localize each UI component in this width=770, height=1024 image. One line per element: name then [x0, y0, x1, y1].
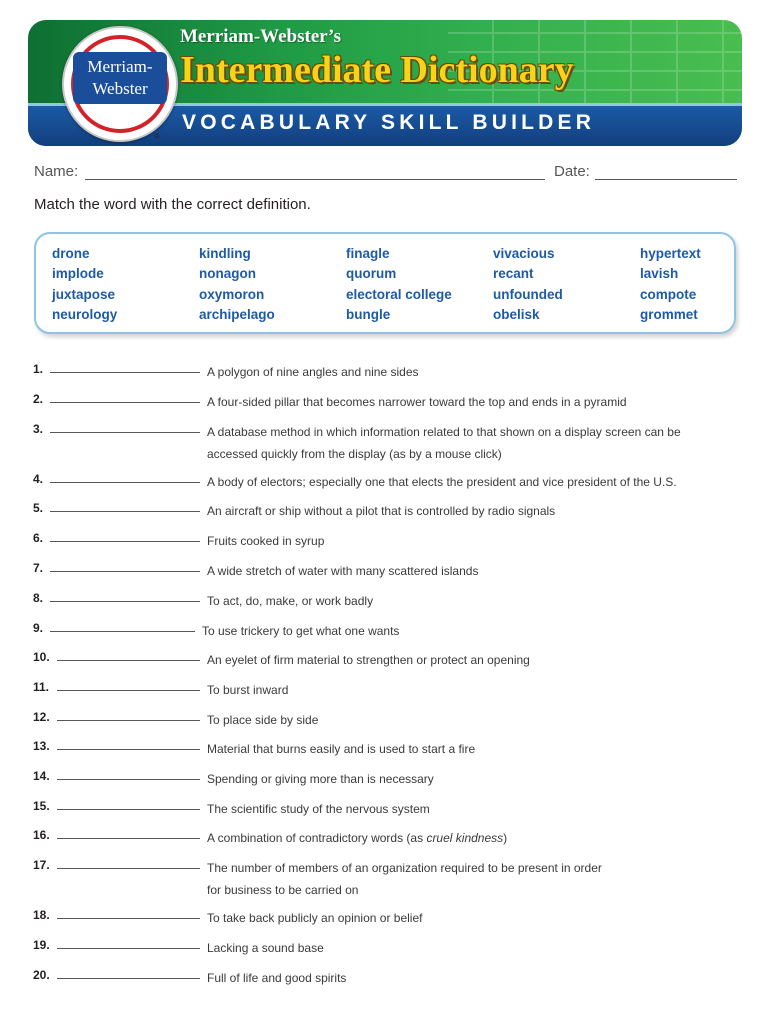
definition-line: A body of electors; especially one that elects the president and vice president of the U.S.: [207, 475, 677, 489]
banner-title: Intermediate Dictionary: [180, 49, 574, 91]
name-label: Name:: [34, 163, 79, 180]
date-field[interactable]: [595, 179, 737, 180]
question-definition: [207, 908, 707, 928]
definition-line: The scientific study of the nervous system: [207, 802, 430, 816]
question-definition: [207, 472, 707, 492]
answer-blank[interactable]: [57, 868, 200, 869]
question-number: 17.: [33, 858, 50, 872]
question-definition: [207, 531, 707, 551]
definition-line: To place side by side: [207, 713, 319, 727]
question-definition: [207, 938, 707, 958]
answer-blank[interactable]: [57, 749, 200, 750]
word-bank-word: electoral college: [346, 286, 452, 302]
definition-line: Material that burns easily and is used to start a fire: [207, 742, 476, 756]
registered-mark: ®: [154, 132, 160, 141]
word-bank-word: quorum: [346, 266, 397, 282]
question-number: 5.: [33, 501, 44, 515]
answer-blank[interactable]: [50, 372, 200, 373]
answer-blank[interactable]: [50, 601, 200, 602]
word-bank-word: finagle: [346, 246, 390, 261]
definition-text: ): [503, 831, 508, 845]
word-bank-word: recant: [493, 266, 534, 282]
question-definition: [207, 799, 707, 819]
question-number: 8.: [33, 591, 44, 605]
question-number: 20.: [33, 968, 50, 982]
word-bank-column: [640, 244, 701, 325]
question-number: 10.: [33, 650, 50, 664]
word-bank-word: bungle: [346, 306, 391, 322]
word-bank-word: vivacious: [493, 246, 555, 261]
word-bank-word: unfounded: [493, 286, 563, 302]
banner-subtitle: VOCABULARY SKILL BUILDER: [182, 111, 596, 134]
name-date-row: [34, 163, 738, 185]
word-bank-column: [52, 244, 117, 325]
definition-line: To use trickery to get what one wants: [202, 624, 400, 638]
question-number: 3.: [33, 422, 44, 436]
answer-blank[interactable]: [57, 720, 200, 721]
word-bank-word: neurology: [52, 306, 118, 322]
word-bank-word: nonagon: [199, 266, 256, 282]
definition-line: A database method in which information related to that shown on a display screen can be: [207, 425, 681, 439]
question-number: 9.: [33, 621, 44, 635]
definition-line: Spending or giving more than is necessary: [207, 772, 434, 786]
answer-blank[interactable]: [57, 838, 200, 839]
answer-blank[interactable]: [50, 432, 200, 433]
question-definition: [207, 680, 707, 700]
definition-line: The number of members of an organization required to be present in order: [207, 861, 602, 875]
question-definition: [207, 561, 707, 581]
definition-line: An eyelet of firm material to strengthen or protect an opening: [207, 653, 530, 667]
answer-blank[interactable]: [57, 660, 200, 661]
word-bank-word: drone: [52, 246, 90, 261]
answer-blank[interactable]: [57, 918, 200, 919]
question-number: 12.: [33, 710, 50, 724]
question-definition: [207, 501, 707, 521]
question-definition: [202, 621, 702, 641]
definition-example: cruel kindness: [426, 831, 504, 845]
word-bank-word: kindling: [199, 246, 251, 261]
question-definition: [207, 968, 707, 988]
title-banner: [28, 20, 742, 146]
question-number: 7.: [33, 561, 44, 575]
banner-supertitle: Merriam-Webster’s: [180, 26, 342, 47]
logo-wordmark: Merriam- Webster: [73, 52, 167, 104]
word-bank: [34, 232, 736, 334]
definition-line: Lacking a sound base: [207, 941, 324, 955]
date-label: Date:: [554, 163, 590, 180]
name-field[interactable]: [85, 179, 545, 180]
definition-text: A combination of contradictory words (as: [207, 831, 427, 845]
question-number: 4.: [33, 472, 44, 486]
question-number: 15.: [33, 799, 50, 813]
answer-blank[interactable]: [57, 779, 200, 780]
question-definition: [207, 392, 707, 412]
question-definition: [207, 650, 707, 670]
word-bank-word: lavish: [640, 266, 679, 282]
answer-blank[interactable]: [57, 978, 200, 979]
answer-blank[interactable]: [57, 948, 200, 949]
question-definition: [207, 739, 707, 759]
question-definition: [207, 422, 707, 464]
answer-blank[interactable]: [50, 631, 195, 632]
question-definition: [207, 828, 707, 848]
definition-line: A four-sided pillar that becomes narrower toward the top and ends in a pyramid: [207, 395, 627, 409]
definition-line: An aircraft or ship without a pilot that is controlled by radio signals: [207, 504, 556, 518]
definition-line: accessed quickly from the display (as by a mouse click): [207, 447, 502, 461]
word-bank-word: juxtapose: [52, 286, 116, 302]
question-number: 13.: [33, 739, 50, 753]
definition-line: A polygon of nine angles and nine sides: [207, 365, 419, 379]
merriam-webster-logo: [62, 26, 178, 142]
word-bank-word: obelisk: [493, 306, 540, 322]
definition-line: To act, do, make, or work badly: [207, 594, 374, 608]
question-definition: [207, 362, 707, 382]
question-number: 11.: [33, 680, 50, 694]
word-bank-word: hypertext: [640, 246, 701, 261]
word-bank-word: oxymoron: [199, 286, 265, 302]
definition-line: [207, 828, 707, 848]
question-number: 6.: [33, 531, 44, 545]
answer-blank[interactable]: [50, 402, 200, 403]
question-number: 14.: [33, 769, 50, 783]
question-number: 2.: [33, 392, 44, 406]
question-definition: [207, 710, 707, 730]
instruction-text: Match the word with the correct definition.: [34, 196, 311, 213]
word-bank-column: [199, 244, 275, 325]
definition-line: To burst inward: [207, 683, 289, 697]
word-bank-word: grommet: [640, 306, 698, 322]
word-bank-word: compote: [640, 286, 697, 302]
word-bank-column: [493, 244, 563, 325]
word-bank-word: archipelago: [199, 306, 275, 322]
answer-blank[interactable]: [50, 511, 200, 512]
word-bank-word: implode: [52, 266, 104, 282]
question-definition: [207, 591, 707, 611]
question-number: 1.: [33, 362, 44, 376]
answer-blank[interactable]: [57, 690, 200, 691]
definition-line: for business to be carried on: [207, 883, 359, 897]
question-number: 19.: [33, 938, 50, 952]
definition-line: A wide stretch of water with many scattered islands: [207, 564, 479, 578]
question-number: 18.: [33, 908, 50, 922]
question-definition: [207, 858, 707, 900]
definition-line: Full of life and good spirits: [207, 971, 347, 985]
answer-blank[interactable]: [50, 482, 200, 483]
question-number: 16.: [33, 828, 50, 842]
answer-blank[interactable]: [50, 541, 200, 542]
definition-line: To take back publicly an opinion or belief: [207, 911, 423, 925]
word-bank-column: [346, 244, 452, 325]
definition-line: Fruits cooked in syrup: [207, 534, 325, 548]
answer-blank[interactable]: [57, 809, 200, 810]
question-definition: [207, 769, 707, 789]
answer-blank[interactable]: [50, 571, 200, 572]
